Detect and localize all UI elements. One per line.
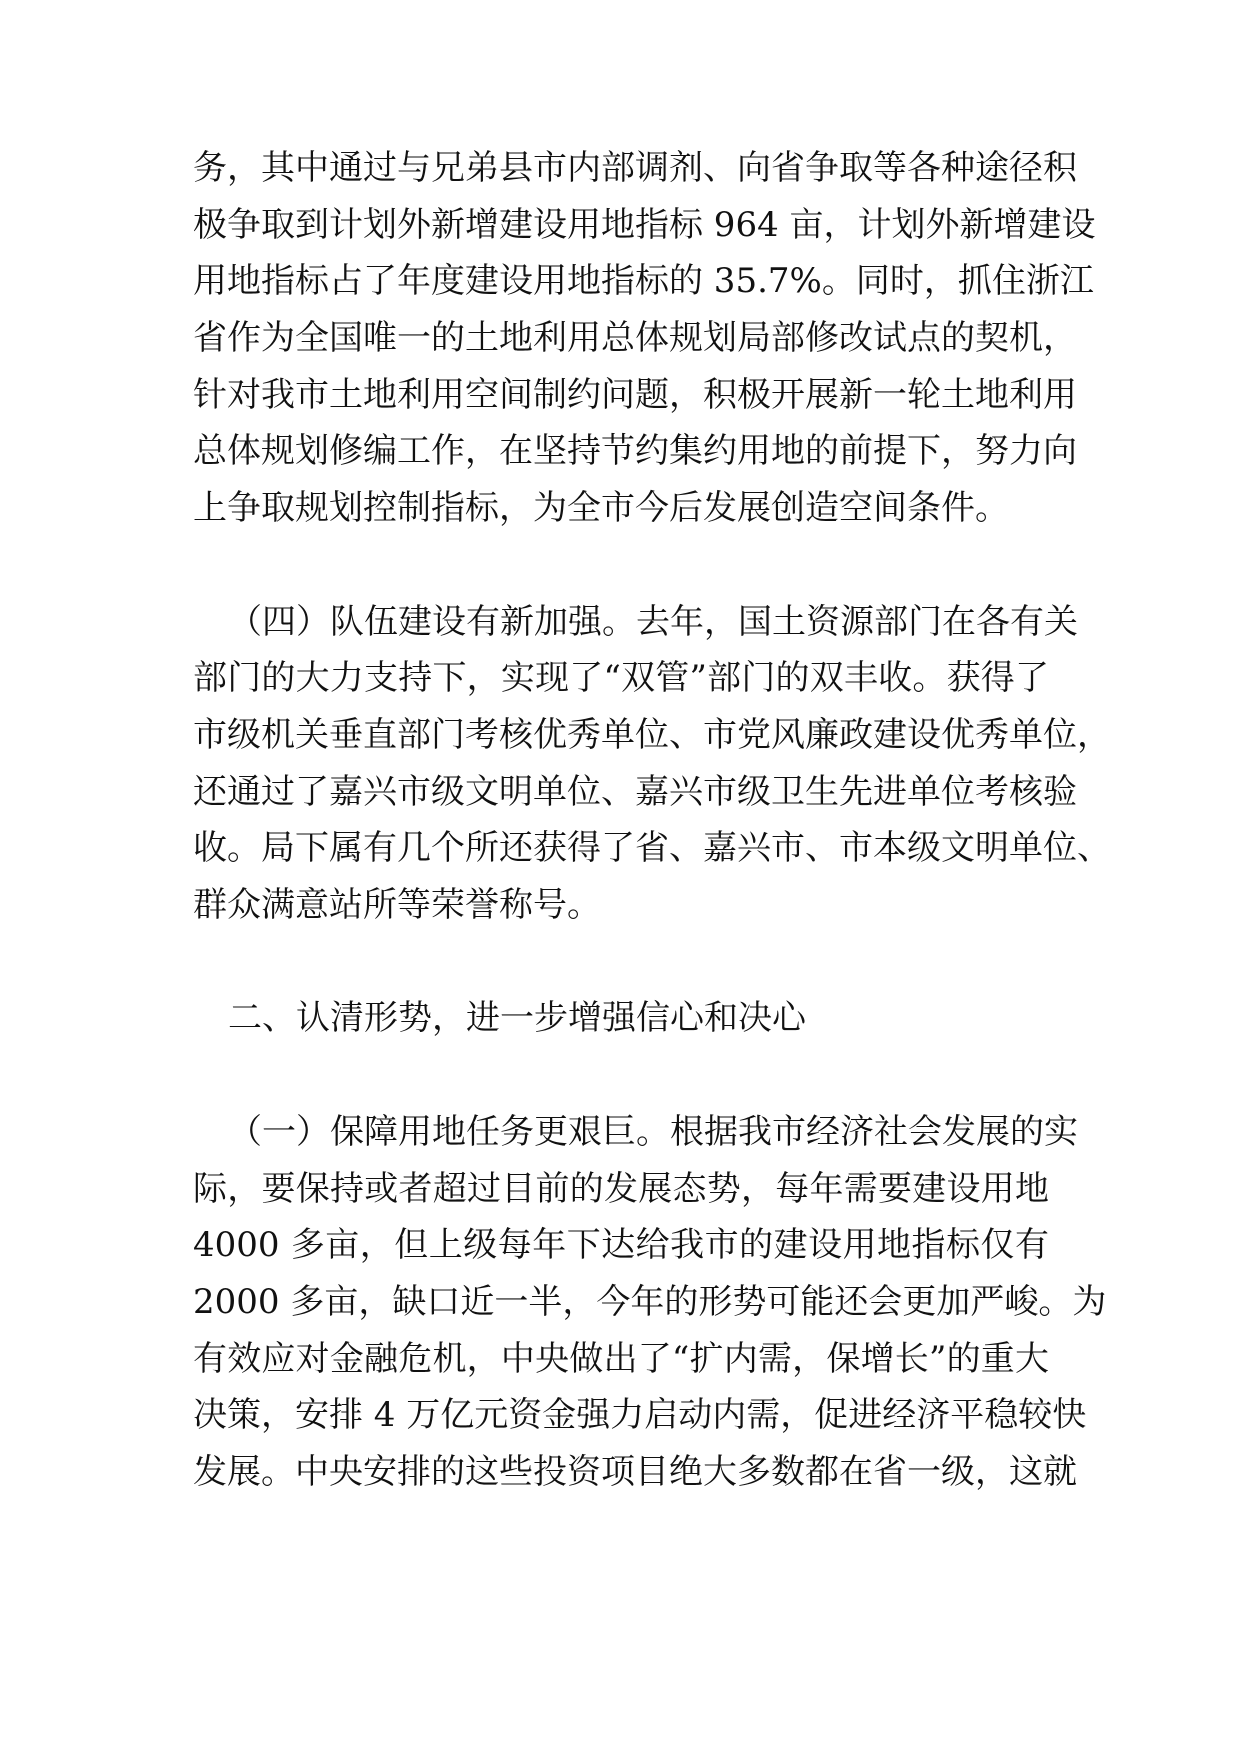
- paragraph-line: 总体规划修编工作，在坚持节约集约用地的前提下，努力向: [193, 431, 1077, 471]
- paragraph-line: 2000 多亩，缺口近一半，今年的形势可能还会更加严峻。为: [193, 1282, 1107, 1322]
- paragraph-line: 还通过了嘉兴市级文明单位、嘉兴市级卫生先进单位考核验: [193, 772, 1077, 812]
- paragraph-line: 上争取规划控制指标，为全市今后发展创造空间条件。: [193, 488, 1009, 528]
- paragraph-line: 收。局下属有几个所还获得了省、嘉兴市、市本级文明单位、: [193, 828, 1111, 868]
- paragraph-line: 省作为全国唯一的土地利用总体规划局部修改试点的契机，: [193, 318, 1077, 358]
- paragraph-line: 务，其中通过与兄弟县市内部调剂、向省争取等各种途径积: [193, 148, 1077, 188]
- paragraph-line: 4000 多亩，但上级每年下达给我市的建设用地指标仅有: [193, 1225, 1049, 1265]
- paragraph-line: 用地指标占了年度建设用地指标的 35.7%。同时，抓住浙江: [193, 261, 1094, 301]
- paragraph-line: 群众满意站所等荣誉称号。: [193, 885, 601, 925]
- section-heading-2: 二、认清形势，进一步增强信心和决心: [228, 998, 806, 1038]
- paragraph-line: 有效应对金融危机，中央做出了“扩内需，保增长”的重大: [193, 1339, 1049, 1379]
- paragraph-line: 决策，安排 4 万亿元资金强力启动内需，促进经济平稳较快: [193, 1395, 1087, 1435]
- paragraph-line: 际，要保持或者超过目前的发展态势，每年需要建设用地: [193, 1169, 1049, 1209]
- paragraph-line: 市级机关垂直部门考核优秀单位、市党风廉政建设优秀单位，: [193, 715, 1111, 755]
- section-heading-4: （四）队伍建设有新加强。去年，国土资源部门在各有关: [228, 602, 1078, 642]
- paragraph-line: 极争取到计划外新增建设用地指标 964 亩，计划外新增建设: [193, 205, 1096, 245]
- paragraph-line: 针对我市土地利用空间制约问题，积极开展新一轮土地利用: [193, 375, 1077, 415]
- subsection-heading-1: （一）保障用地任务更艰巨。根据我市经济社会发展的实: [228, 1112, 1078, 1152]
- paragraph-line: 部门的大力支持下，实现了“双管”部门的双丰收。获得了: [193, 658, 1049, 698]
- paragraph-line: 发展。中央安排的这些投资项目绝大多数都在省一级，这就: [193, 1452, 1077, 1492]
